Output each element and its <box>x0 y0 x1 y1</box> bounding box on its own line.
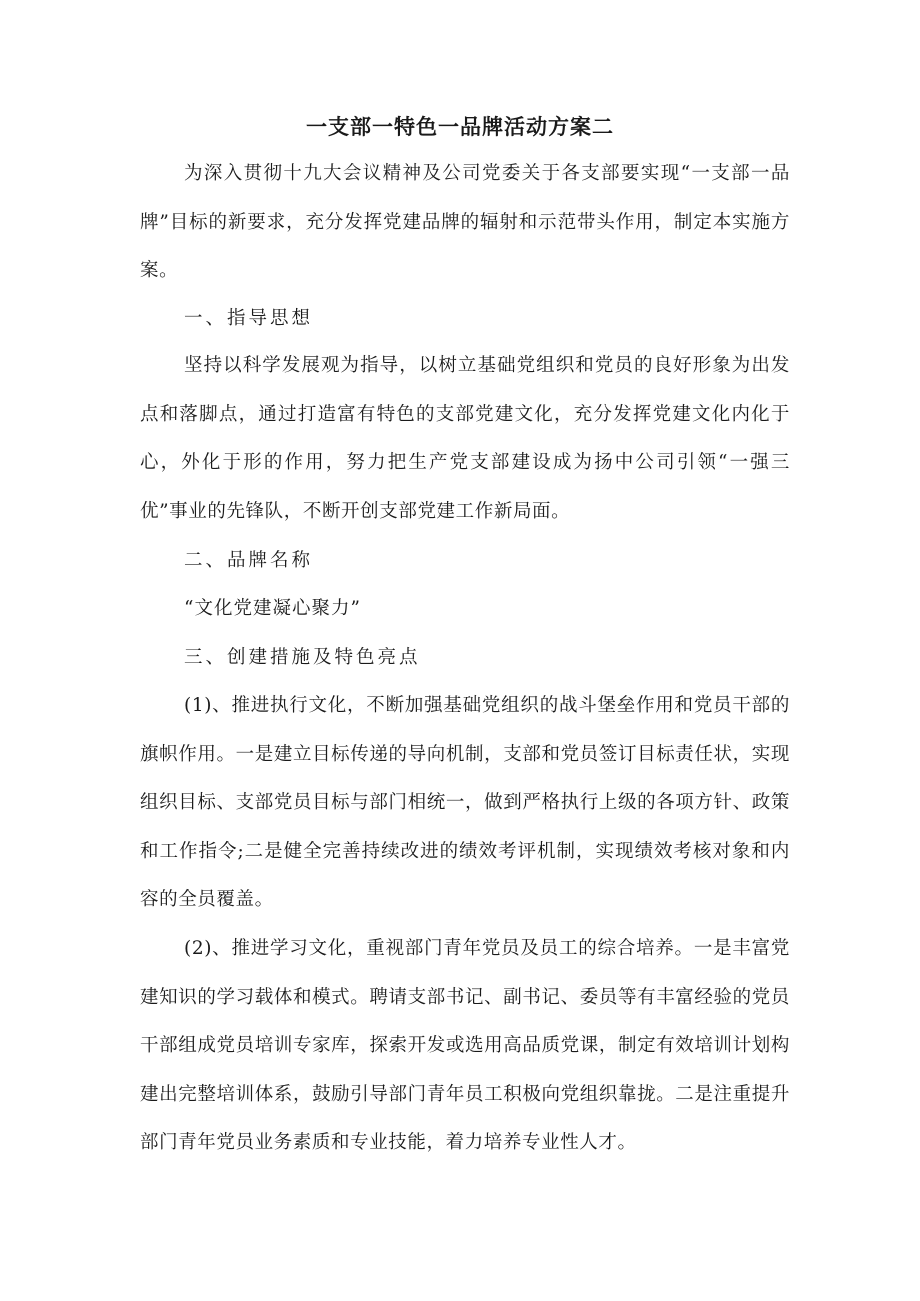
measure-1-paragraph: (1)、推进执行文化，不断加强基础党组织的战斗堡垒作用和党员干部的旗帜作用。一是建立目标传递的导向机制，支部和党员签订目标责任状，实现组织目标、支部党员目标与部门相统一，做到严格执行上级的各项方针、政策和工作指令;二是健全完善持续改进的绩效考评机制，实现绩效考核对象和内容的全员覆盖。 <box>140 695 790 910</box>
section-heading-brand-name: 二、品牌名称 <box>184 550 314 571</box>
section-heading-measures: 三、创建措施及特色亮点 <box>184 647 421 668</box>
guiding-ideology-paragraph: 坚持以科学发展观为指导，以树立基础党组织和党员的良好形象为出发点和落脚点，通过打造富有特色的支部党建文化，充分发挥党建文化内化于心，外化于形的作用，努力把生产党支部建设成为扬中公司引领“一强三优”事业的先锋队，不断开创支部党建工作新局面。 <box>140 355 790 522</box>
section-heading-guiding-ideology: 一、指导思想 <box>184 308 314 329</box>
brand-name-text: “文化党建凝心聚力” <box>184 598 361 619</box>
document-title: 一支部一特色一品牌活动方案二 <box>306 115 614 139</box>
intro-paragraph: 为深入贯彻十九大会议精神及公司党委关于各支部要实现“一支部一品牌”目标的新要求，充分发挥党建品牌的辐射和示范带头作用，制定本实施方案。 <box>140 163 790 281</box>
measure-2-paragraph: (2)、推进学习文化，重视部门青年党员及员工的综合培养。一是丰富党建知识的学习载体和模式。聘请支部书记、副书记、委员等有丰富经验的党员干部组成党员培训专家库，探索开发或选用高品质党课，制定有效培训计划构建出完整培训体系，鼓励引导部门青年员工积极向党组织靠拢。二是注重提升部门青年党员业务素质和专业技能，着力培养专业性人才。 <box>140 938 790 1153</box>
